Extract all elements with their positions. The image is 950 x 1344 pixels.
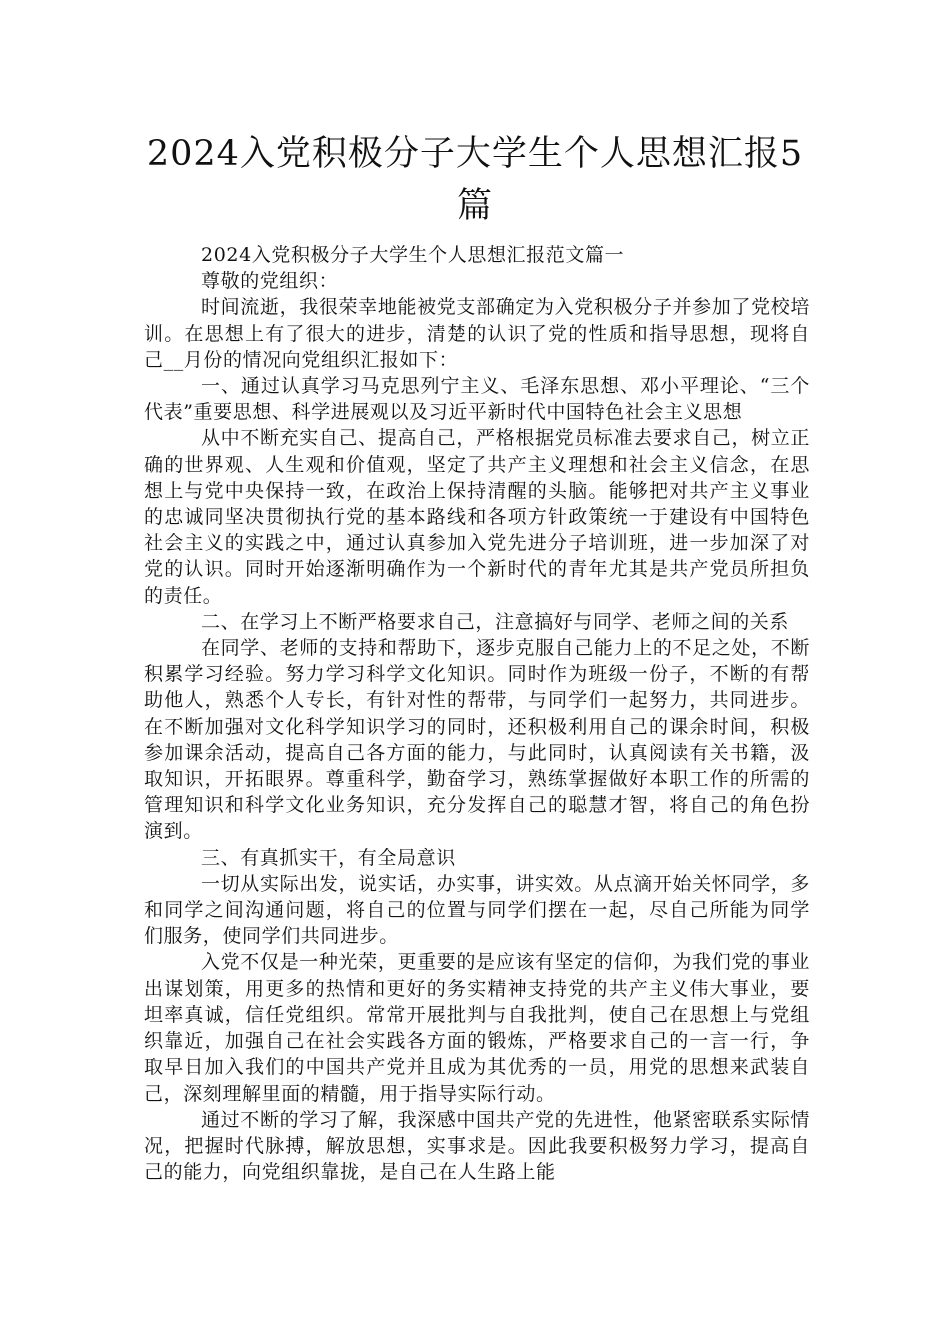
paragraph: 入党不仅是一种光荣，更重要的是应该有坚定的信仰，为我们党的事业出谋划策，用更多的热情和更好的务实精神支持党的共产主义伟大事业，要坦率真诚，信任党组织。常常开展批判与自我批判，使自己在思想上与党组织靠近，加强自己在社会实践各方面的锻炼，严格要求自己的一言一行，争取早日加入我们的中国共产党并且成为其优秀的一员，用党的思想来武装自己，深刻理解里面的精髓，用于指导实际行动。 <box>144 951 810 1105</box>
paragraph: 二、在学习上不断严格要求自己，注意搞好与同学、老师之间的关系 <box>201 610 790 633</box>
paragraph: 一、通过认真学习马克思列宁主义、毛泽东思想、邓小平理论、“三个代表”重要思想、科学进展观以及习近平新时代中国特色社会主义思想 <box>144 375 810 424</box>
paragraph: 时间流逝，我很荣幸地能被党支部确定为入党积极分子并参加了党校培训。在思想上有了很大的进步，清楚的认识了党的性质和指导思想，现将自己__月份的情况向党组织汇报如下： <box>144 296 810 371</box>
document-title: 2024入党积极分子大学生个人思想汇报5篇 <box>146 134 804 226</box>
paragraph: 一切从实际出发，说实话，办实事，讲实效。从点滴开始关怀同学，多和同学之间沟通问题，将自己的位置与同学们摆在一起，尽自己所能为同学们服务，使同学们共同进步。 <box>144 872 810 948</box>
paragraph: 三、有真抓实干，有全局意识 <box>201 846 456 869</box>
paragraph: 通过不断的学习了解，我深感中国共产党的先进性，他紧密联系实际情况，把握时代脉搏，解放思想，实事求是。因此我要积极努力学习，提高自己的能力，向党组织靠拢，是自己在人生路上能 <box>144 1108 810 1184</box>
salutation: 尊敬的党组织： <box>201 270 339 293</box>
section-heading: 2024入党积极分子大学生个人思想汇报范文篇一 <box>201 244 625 266</box>
document-body <box>144 242 810 1185</box>
paragraph: 在同学、老师的支持和帮助下，逐步克服自己能力上的不足之处，不断积累学习经验。努力学习科学文化知识。同时作为班级一份子，不断的有帮助他人，熟悉个人专长，有针对性的帮带，与同学们一起努力，共同进步。在不断加强对文化科学知识学习的同时，还积极利用自己的课余时间，积极参加课余活动，提高自己各方面的能力，与此同时，认真阅读有关书籍，汲取知识，开拓眼界。尊重科学，勤奋学习，熟练掌握做好本职工作的所需的管理知识和科学文化业务知识，充分发挥自己的聪慧才智，将自己的角色扮演到。 <box>144 637 810 843</box>
paragraph: 从中不断充实自己、提高自己，严格根据党员标准去要求自己，树立正确的世界观、人生观和价值观，坚定了共产主义理想和社会主义信念，在思想上与党中央保持一致，在政治上保持清醒的头脑。能够把对共产主义事业的忠诚同坚决贯彻执行党的基本路线和各项方针政策统一于建设有中国特色社会主义的实践之中，通过认真参加入党先进分子培训班，进一步加深了对党的认识。同时开始逐渐明确作为一个新时代的青年尤其是共产党员所担负的责任。 <box>144 427 810 607</box>
